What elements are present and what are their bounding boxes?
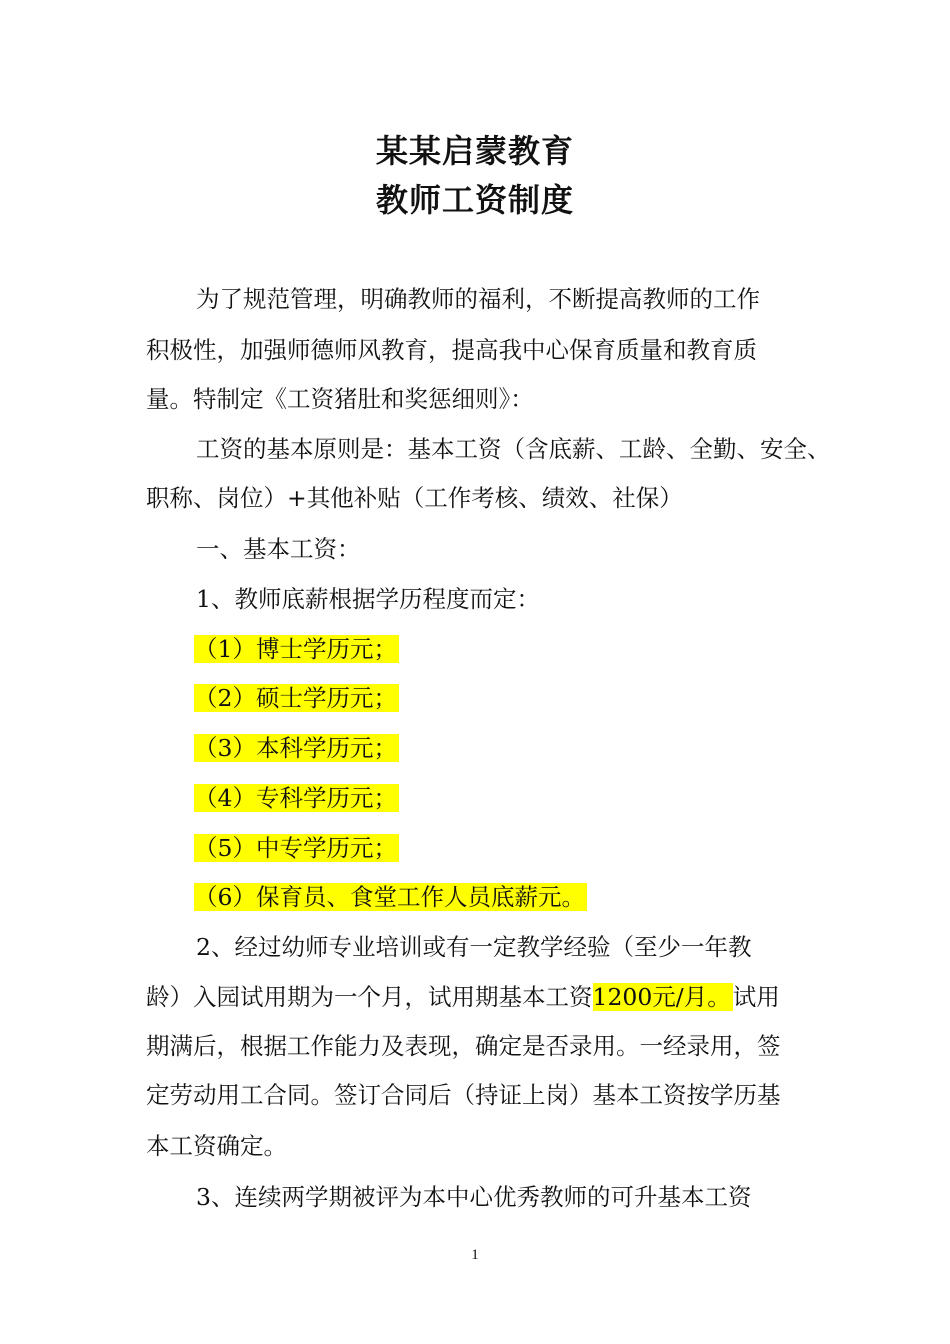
document-title-line2: 教师工资制度	[375, 181, 574, 219]
trial-salary-highlight: 1200元/月。	[592, 983, 731, 1011]
page-number: 1	[471, 1247, 479, 1263]
section-heading-basic-salary: 一、基本工资：	[196, 535, 361, 563]
degree-item	[194, 781, 399, 815]
intro-line-2: 积极性，加强师德师风教育，提高我中心保育质量和教育质	[146, 336, 757, 364]
item2-line-4: 定劳动用工合同。签订合同后（持证上岗）基本工资按学历基	[146, 1081, 781, 1109]
item2-line-1: 2、经过幼师专业培训或有一定教学经验（至少一年教	[196, 933, 752, 961]
document-title-line1: 某某启蒙教育	[375, 132, 574, 170]
item2-line-2-pre: 龄）入园试用期为一个月，试用期基本工资	[146, 983, 593, 1011]
item2-line-2	[146, 980, 780, 1014]
degree-item	[194, 731, 399, 765]
degree-item	[194, 632, 399, 666]
degree-item	[194, 831, 399, 865]
degree-item	[194, 880, 587, 914]
intro-line-1: 为了规范管理，明确教师的福利，不断提高教师的工作	[196, 285, 760, 313]
degree-item-text: （6）保育员、食堂工作人员底薪元。	[194, 883, 585, 911]
degree-item-text: （5）中专学历元；	[194, 834, 397, 862]
degree-item-text: （1）博士学历元；	[194, 635, 397, 663]
item2-line-3: 期满后，根据工作能力及表现，确定是否录用。一经录用，签	[146, 1032, 781, 1060]
degree-item-text: （2）硕士学历元；	[194, 684, 397, 712]
degree-item-text: （4）专科学历元；	[194, 784, 397, 812]
principle-line-2: 职称、岗位）+其他补贴（工作考核、绩效、社保）	[146, 484, 683, 512]
degree-item	[194, 681, 399, 715]
item2-line-5: 本工资确定。	[146, 1132, 287, 1160]
degree-item-text: （3）本科学历元；	[194, 734, 397, 762]
item2-line-2-post: 试用	[732, 983, 780, 1011]
item1-heading: 1、教师底薪根据学历程度而定：	[196, 585, 540, 613]
intro-line-3: 量。特制定《工资猪肚和奖惩细则》：	[146, 385, 534, 413]
item3-line-1: 3、连续两学期被评为本中心优秀教师的可升基本工资	[196, 1183, 752, 1211]
principle-line-1: 工资的基本原则是：基本工资（含底薪、工龄、全勤、安全、	[196, 435, 831, 463]
